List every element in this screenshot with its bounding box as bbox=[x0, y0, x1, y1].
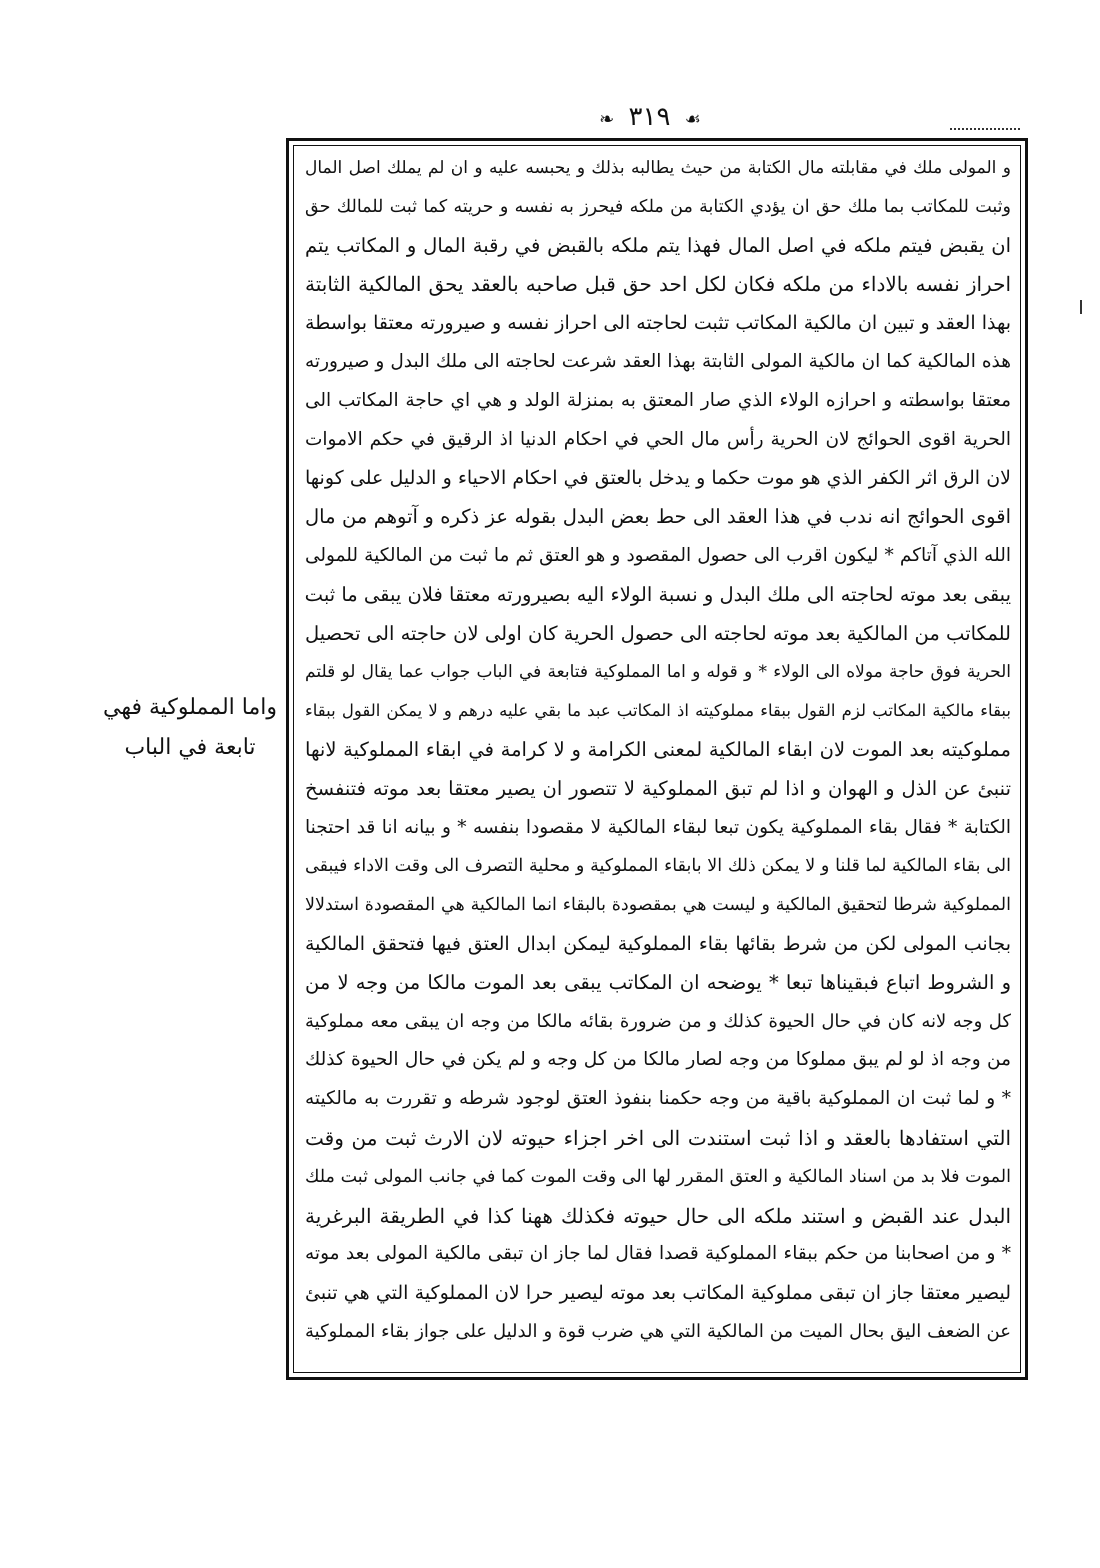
text-line: ليصير معتقا جاز ان تبقى مملوكية المكاتب بعد موته ليصير حرا لان المملوكية التي هي تنبئ bbox=[305, 1282, 1011, 1305]
text-line: التي استفادها بالعقد و اذا ثبت استندت الى اخر اجزاء حيوته لان الارث ثبت من وقت bbox=[305, 1125, 1011, 1150]
text-line: عن الضعف اليق بحال الميت من المالكية التي هي ضرب قوة و الدليل على جواز بقاء المملوكية bbox=[305, 1320, 1011, 1342]
text-line: مملوكيته بعد الموت لان ابقاء المالكية لمعنى الكرامة و لا كرامة في ابقاء المملوكية لانها bbox=[305, 737, 1011, 761]
text-line: ان يقبض فيتم ملكه في اصل المال فهذا يتم ملكه بالقبض في رقبة المال و المكاتب يتم bbox=[305, 233, 1011, 257]
text-line: من وجه اذ لو لم يبق مملوكا من وجه لصار مالكا من كل وجه و لم يكن في حال الحيوة كذلك bbox=[305, 1049, 1011, 1071]
page-number bbox=[580, 100, 720, 134]
text-line: * و لما ثبت ان المملوكية باقية من وجه حكمنا بنفوذ العتق لوجود شرطه و تقررت به مالكيته bbox=[305, 1088, 1011, 1110]
text-line: ببقاء مالكية المكاتب لزم القول ببقاء مملوكيته اذ المكاتب عبد ما بقي عليه درهم و لا يمكن القول ببقاء bbox=[305, 701, 1011, 721]
main-text-block bbox=[305, 149, 1011, 1352]
text-line: بجانب المولى لكن من شرط بقائها بقاء المملوكية ليمكن ابدال العتق فيها فتحقق المالكية bbox=[305, 932, 1011, 955]
text-frame bbox=[286, 138, 1028, 1380]
text-line: و المولى ملك في مقابلته مال الكتابة من حيث يطالبه بذلك و يحبسه عليه و ان لم يملك اصل المال bbox=[305, 158, 1011, 178]
text-line: الحرية اقوى الحوائج لان الحرية رأس مال الحي في احكام الدنيا اذ الرقيق في حكم الاموات bbox=[305, 428, 1011, 450]
margin-note-line: واما المملوكية فهي bbox=[102, 695, 277, 720]
text-line: المملوكية شرطا لتحقيق المالكية و ليست هي بمقصودة بالبقاء انما المالكية هي المقصودة استدلالا bbox=[305, 895, 1011, 916]
text-line: تنبئ عن الذل و الهوان و اذا لم تبق المملوكية لا تتصور ان يصير معتقا بعد موته فتنفسخ bbox=[305, 776, 1011, 800]
text-line: اقوى الحوائج انه ندب في هذا العقد الى حط بعض البدل بقوله عز ذكره و آتوهم من مال bbox=[305, 505, 1011, 529]
text-line: لان الرق اثر الكفر الذي هو موت حكما و يدخل بالعتق في احكام الاحياء و الدليل على كونها bbox=[305, 467, 1011, 490]
margin-note bbox=[100, 688, 280, 768]
side-mark bbox=[1080, 300, 1088, 314]
text-line: احراز نفسه بالاداء من ملكه فكان لكل احد حق قبل صاحبه بالعقد يحق المالكية الثابتة bbox=[305, 272, 1011, 297]
text-line: هذه المالكية كما ان مالكية المولى الثابتة بهذا العقد شرعت لحاجته الى ملك البدل و صيرورته bbox=[305, 350, 1011, 372]
ornament-right-icon: ☙ bbox=[684, 109, 701, 130]
text-line: بهذا العقد و تبين ان مالكية المكاتب تثبت لحاجته الى احراز نفسه و صيرورته معتقا بواسطة bbox=[305, 312, 1011, 335]
text-line: للمكاتب من المالكية بعد موته لحاجته الى حصول الحرية كان اولى لان حاجته الى تحصيل bbox=[305, 621, 1011, 645]
text-line: الله الذي آتاكم * ليكون اقرب الى حصول المقصود و هو العتق ثم ما ثبت من المالكية للمولى bbox=[305, 544, 1011, 566]
text-line: الكتابة * فقال بقاء المملوكية يكون تبعا لبقاء المالكية لا مقصودا بنفسه * و بيانه انا قد احتجنا bbox=[305, 816, 1011, 838]
ornament-left-icon: ❧ bbox=[599, 109, 615, 130]
margin-note-line: تابعة في الباب bbox=[124, 735, 256, 760]
text-line: * و من اصحابنا من حكم ببقاء المملوكية قصدا فقال لما جاز ان تبقى مالكية المولى بعد موته bbox=[305, 1243, 1011, 1265]
text-line: البدل عند القبض و استند ملكه الى حال حيوته فكذلك ههنا كذا في الطريقة البرغرية bbox=[305, 1203, 1011, 1228]
page-number-value: ٣١٩ bbox=[628, 102, 671, 132]
text-line: و الشروط اتباع فبقيناها تبعا * يوضحه ان المكاتب يبقى بعد الموت مالكا من وجه لا من bbox=[305, 970, 1011, 994]
text-line: الحرية فوق حاجة مولاه الى الولاء * و قوله و اما المملوكية فتابعة في الباب جواب عما يقال لو قلتم bbox=[305, 662, 1011, 683]
text-line: كل وجه لانه كان في حال الحيوة كذلك و من ضرورة بقائه مالكا من وجه ان يبقى معه مملوكية bbox=[305, 1010, 1011, 1032]
text-line: الى بقاء المالكية لما قلنا و لا يمكن ذلك الا بابقاء المملوكية و محلية التصرف الى وقت الاداء فيبقى bbox=[305, 856, 1011, 877]
text-line: يبقى بعد موته لحاجته الى ملك البدل و نسبة الولاء اليه بصيرورته معتقا فلان يبقى ما ثبت bbox=[305, 582, 1011, 606]
corner-ornament bbox=[950, 128, 1020, 138]
text-line: وثبت للمكاتب بما ملك حق ان يؤدي الكتابة من ملكه فيحرز به نفسه و حريته كما ثبت للمالك حق bbox=[305, 196, 1011, 217]
text-line: الموت فلا بد من اسناد المالكية و العتق المقرر لها الى وقت الموت كما في جانب المولى ثبت ملك bbox=[305, 1166, 1011, 1187]
text-line: معتقا بواسطته و احرازه الولاء الذي صار المعتق به بمنزلة الولد و هي اي حاجة المكاتب الى bbox=[305, 389, 1011, 411]
